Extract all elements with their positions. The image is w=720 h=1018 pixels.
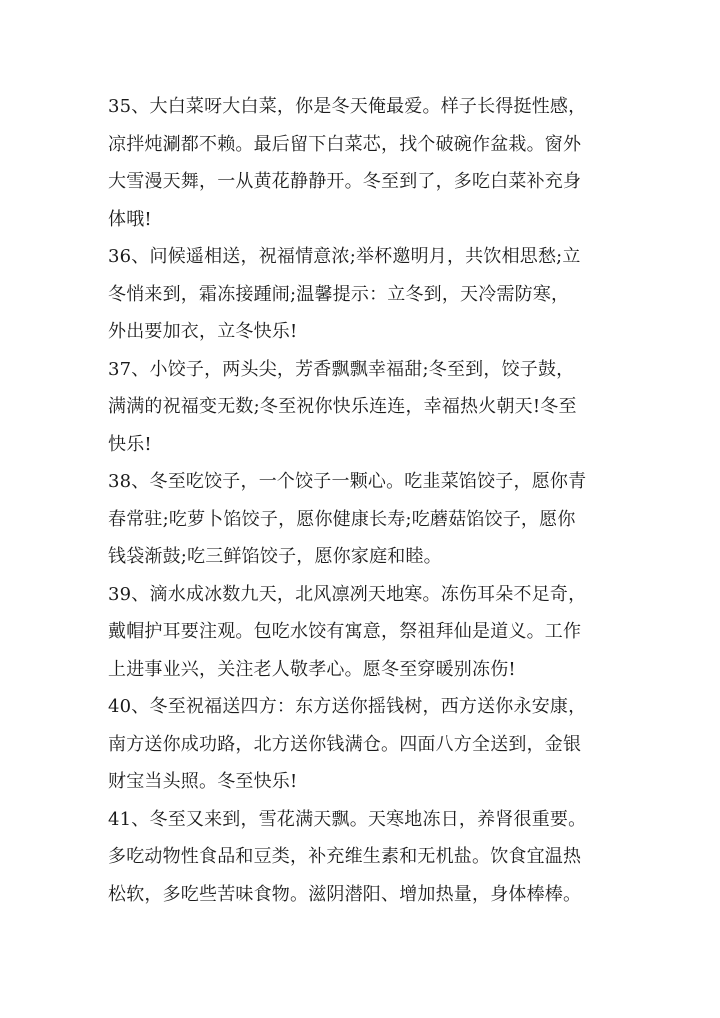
text-line: 戴帽护耳要注观。包吃水饺有寓意，祭祖拜仙是道义。工作: [108, 621, 582, 642]
text-line: 钱袋渐鼓;吃三鲜馅饺子，愿你家庭和睦。: [108, 546, 442, 567]
entry-39: [108, 576, 618, 689]
entry-35: [108, 88, 618, 238]
text-line: 外出要加衣，立冬快乐!: [108, 321, 298, 342]
entry-38: [108, 463, 618, 576]
text-line: 35、大白菜呀大白菜，你是冬天俺最爱。样子长得挺性感，: [108, 96, 587, 117]
text-line: 松软，多吃些苦味食物。滋阴潜阳、增加热量，身体棒棒。: [108, 883, 582, 905]
text-line: 38、冬至吃饺子，一个饺子一颗心。吃韭菜馅饺子，愿你青: [108, 471, 587, 492]
document-body: [108, 88, 618, 913]
text-line: 南方送你成功路，北方送你钱满仓。四面八方全送到，金银: [108, 733, 582, 755]
text-line: 体哦!: [108, 208, 152, 230]
text-line: 冬悄来到，霜冻接踵闹;温馨提示：立冬到，天冷需防寒，: [108, 283, 570, 305]
text-line: 40、冬至祝福送四方：东方送你摇钱树，西方送你永安康，: [108, 696, 587, 717]
entry-41: [108, 801, 618, 914]
text-line: 37、小饺子，两头尖，芳香飘飘幸福甜;冬至到，饺子鼓，: [108, 358, 575, 380]
entry-36: [108, 238, 618, 351]
entry-40: [108, 688, 618, 801]
text-line: 春常驻;吃萝卜馅饺子，愿你健康长寿;吃蘑菇馅饺子，愿你: [108, 508, 576, 530]
entry-37: [108, 351, 618, 464]
text-line: 36、问候遥相送，祝福情意浓;举杯邀明月，共饮相思愁;立: [108, 246, 581, 267]
text-line: 上进事业兴，关注老人敬孝心。愿冬至穿暖别冻伤!: [108, 658, 516, 680]
text-line: 39、滴水成冰数九天，北风凛冽天地寒。冻伤耳朵不足奇，: [108, 583, 587, 605]
text-line: 大雪漫天舞，一从黄花静静开。冬至到了，多吃白菜补充身: [108, 171, 582, 192]
text-line: 快乐!: [108, 433, 152, 455]
text-line: 满满的祝福变无数;冬至祝你快乐连连，幸福热火朝天!冬至: [108, 396, 577, 417]
text-line: 财宝当头照。冬至快乐!: [108, 771, 298, 792]
text-line: 41、冬至又来到，雪花满天飘。天寒地冻日，养肾很重要。: [108, 808, 587, 830]
text-line: 多吃动物性食品和豆类，补充维生素和无机盐。饮食宜温热: [108, 846, 582, 867]
text-line: 凉拌炖涮都不赖。最后留下白菜芯，找个破碗作盆栽。窗外: [108, 133, 582, 155]
